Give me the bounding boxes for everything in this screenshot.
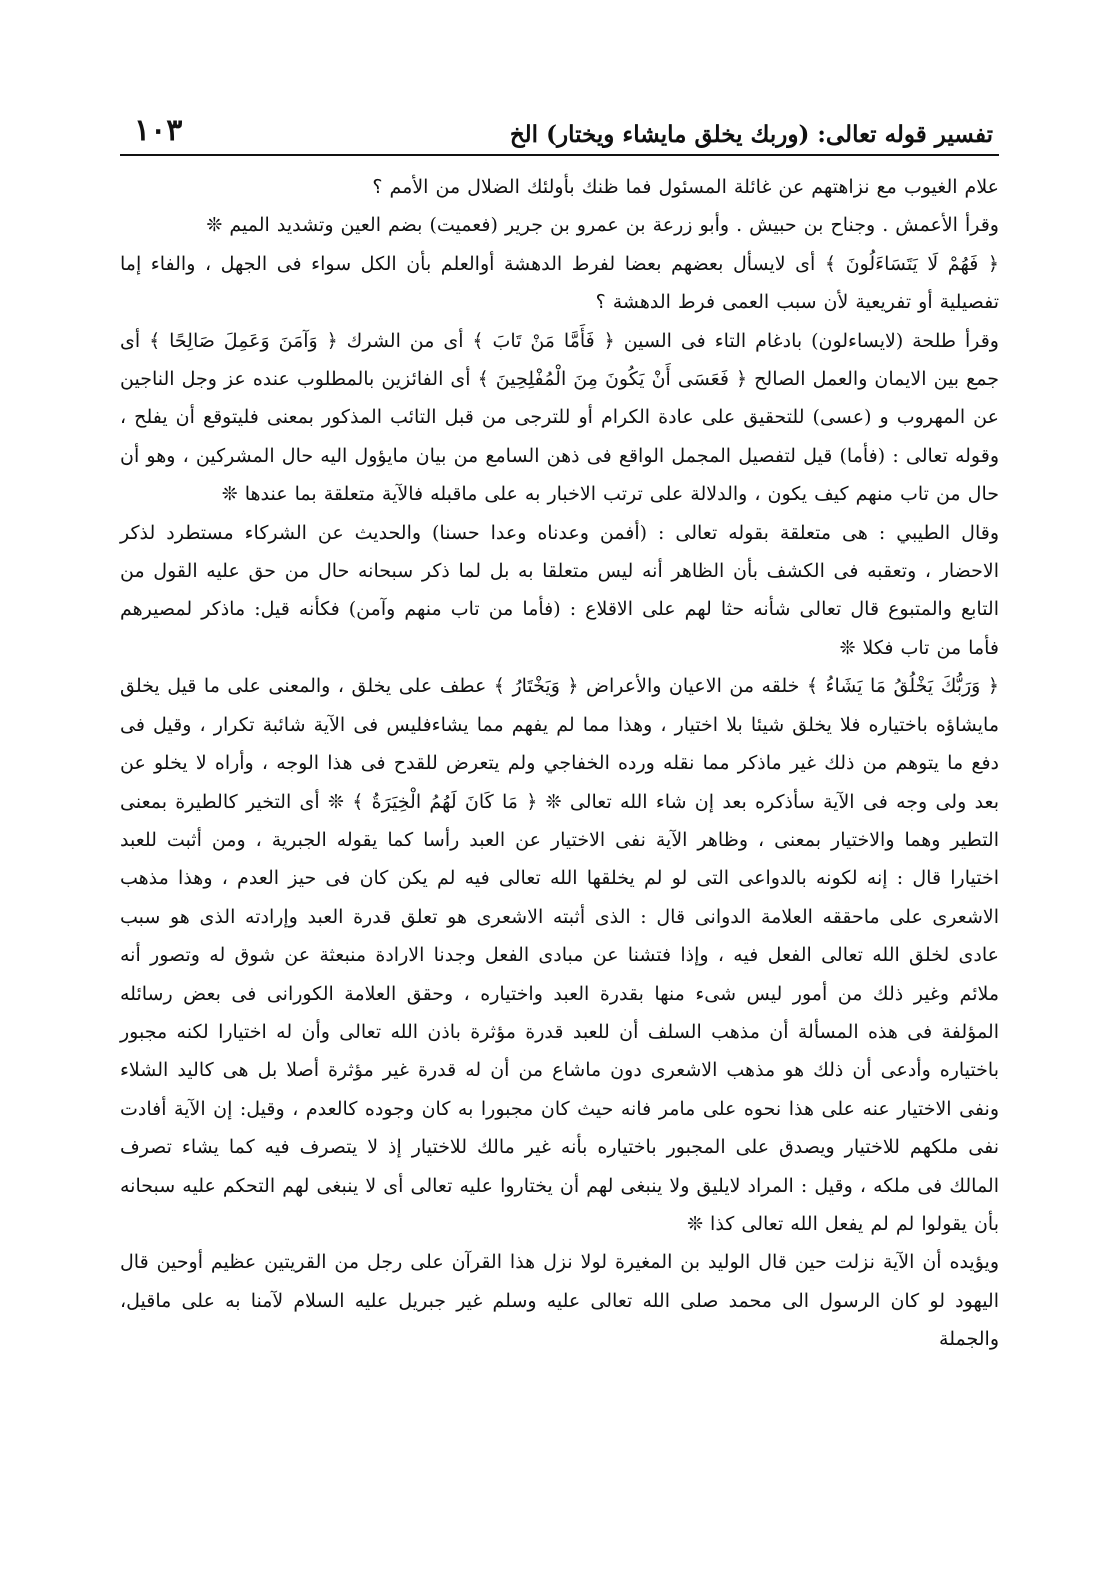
header-title: تفسير قوله تعالى: (وربك يخلق مايشاء ويختار) الخ — [509, 121, 993, 148]
paragraph: ويؤيده أن الآية نزلت حين قال الوليد بن المغيرة لولا نزل هذا القرآن على رجل من القريتين عظيم أوحين قال اليهود لو كان الرسول الى محمد صلى الله تعالى عليه وسلم غير جبريل عليه السلام لآمنا به على ماقيل، والجملة — [120, 1251, 999, 1351]
paragraph: وقرأ الأعمش . وجناح بن حبيش . وأبو زرعة بن عمرو بن جرير (فعميت) بضم العين وتشديد الميم ❊ — [206, 214, 999, 237]
paragraph: وقرأ طلحة (لايساءلون) بادغام التاء فى السين ﴿ فَأَمَّا مَنْ تَابَ ﴾ أى من الشرك ﴿ وَآمَنَ وَعَمِلَ صَالِحًا ﴾ أى جمع بين الايمان والعمل الصالح ﴿ فَعَسَى أَنْ يَكُونَ مِنَ الْمُفْلِحِينَ ﴾ أى الفائزين بالمطلوب عنده عز وجل الناجين عن المهروب و (عسى) للتحقيق على عادة الكرام أو للترجى من قبل التائب المذكور بمعنى فليتوقع أن يفلح ، وقوله تعالى : (فأما) قيل لتفصيل المجمل الواقع فى ذهن السامع من بيان مايؤول اليه حال المشركين ، وهو أن حال من تاب منهم كيف يكون ، والدلالة على ترتب الاخبار به على ماقبله فالآية متعلقة بما عندها ❊ — [120, 329, 999, 506]
page-number: ١٠٣ — [134, 113, 183, 148]
running-header — [120, 112, 999, 156]
body-text — [120, 168, 999, 1359]
paragraph: ﴿ وَرَبُّكَ يَخْلُقُ مَا يَشَاءُ ﴾ خلقه من الاعيان والأعراض ﴿ وَيَخْتَارُ ﴾ عطف على يخلق ، والمعنى على ما قيل يخلق مايشاؤه باختياره فلا يخلق شيئا بلا اختيار ، وهذا مما لم يفهم مما يشاءفليس فى الآية شائبة تكرار ، وقيل فى دفع ما يتوهم من ذلك غير ماذكر مما نقله ورده الخفاجي ولم يتعرض للقدح فى هذا الوجه ، وأراه لا يخلو عن بعد ولى وجه فى الآية سأذكره بعد إن شاء الله تعالى ❊ ﴿ مَا كَانَ لَهُمُ الْخِيَرَةُ ﴾ ❊ أى التخير كالطيرة بمعنى التطير وهما والاختيار بمعنى ، وظاهر الآية نفى الاختيار عن العبد رأسا كما يقوله الجبرية ، ومن أثبت للعبد اختيارا قال : إنه لكونه بالدواعى التى لو لم يخلقها الله تعالى فيه لم يكن كان فى حيز العدم ، وهذا مذهب الاشعرى على ماحققه العلامة الدوانى قال : الذى أثبته الاشعرى هو تعلق قدرة العبد وإرادته الذى هو سبب عادى لخلق الله تعالى الفعل فيه ، وإذا فتشنا عن مبادى الفعل وجدنا الارادة منبعثة عن شوق له وتصور أنه ملائم وغير ذلك من أمور ليس شىء منها بقدرة العبد واختياره ، وحقق العلامة الكورانى فى بعض رسائله المؤلفة فى هذه المسألة أن مذهب السلف أن للعبد قدرة مؤثرة باذن الله تعالى وأن له اختيارا لكنه مجبور باختياره وأدعى أن ذلك هو مذهب الاشعرى دون ماشاع من أن له قدرة غير مؤثرة أصلا بل هى كاليد الشلاء ونفى الاختيار عنه على هذا نحوه على مامر فانه حيث كان مجبورا به كان وجوده كالعدم ، وقيل: إن الآية أفادت نفى ملكهم للاختيار ويصدق على المجبور باختياره بأنه غير مالك للاختيار إذ لا يتصرف فيه كما يشاء تصرف المالك فى ملكه ، وقيل : المراد لايليق ولا ينبغى لهم أن يختاروا عليه تعالى أى لا ينبغى لهم التحكم عليه سبحانه بأن يقولوا لم لم يفعل الله تعالى كذا ❊ — [120, 675, 1000, 1235]
paragraph: وقال الطيبي : هى متعلقة بقوله تعالى : (أفمن وعدناه وعدا حسنا) والحديث عن الشركاء مستطرد لذكر الاحضار ، وتعقبه فى الكشف بأن الظاهر أنه ليس متعلقا به بل لما ذكر سبحانه حال من حق عليه القول من التابع والمتبوع قال تعالى شأنه حثا لهم على الاقلاع : (فأما من تاب منهم وآمن) فكأنه قيل: ماذكر لمصيرهم فأما من تاب فكلا ❊ — [120, 521, 999, 659]
paragraph: ﴿ فَهُمْ لَا يَتَسَاءَلُونَ ﴾ أى لايسأل بعضهم بعضا لفرط الدهشة أوالعلم بأن الكل سواء فى الجهل ، والفاء إما تفصيلية أو تفريعية لأن سبب العمى فرط الدهشة ؟ — [120, 252, 999, 314]
paragraph: علام الغيوب مع نزاهتهم عن غائلة المسئول فما ظنك بأولئك الضلال من الأمم ؟ — [372, 176, 999, 198]
